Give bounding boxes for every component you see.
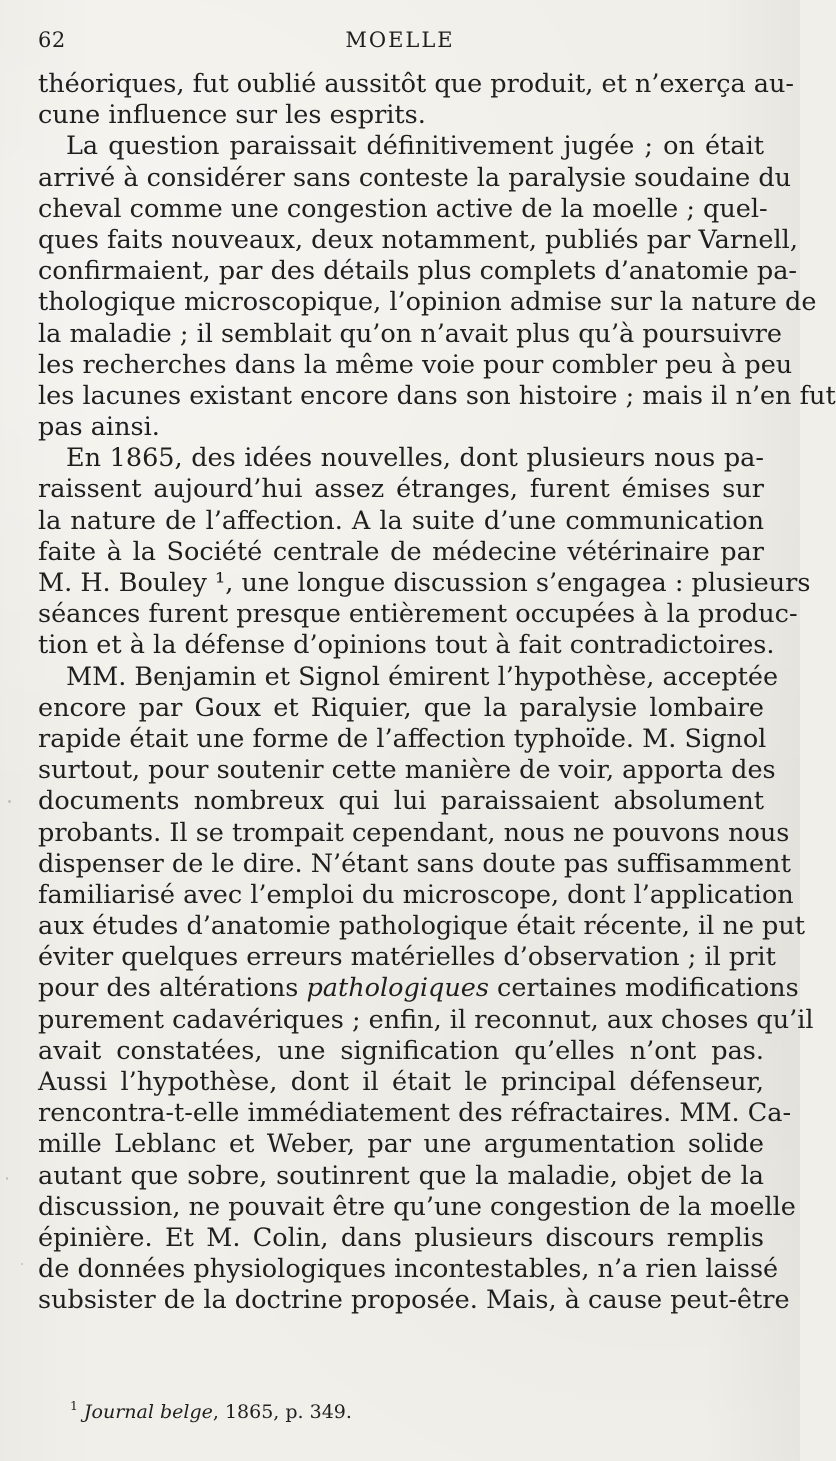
text-line: tion et à la défense d’opinions tout à fait contradictoires. bbox=[38, 630, 775, 661]
text-line: la maladie ; il semblait qu’on n’avait plus qu’à poursuivre bbox=[38, 318, 783, 349]
text-line: En 1865, des idées nouvelles, dont plusieurs nous pa- bbox=[66, 443, 764, 474]
text-line: M. H. Bouley ¹, une longue discussion s’engagea : plusieurs bbox=[38, 568, 811, 598]
text-line: thologique microscopique, l’opinion admise sur la nature de bbox=[38, 287, 817, 318]
text-line: pour des altérations pathologiques certaines modifications bbox=[38, 973, 799, 1004]
text-line: autant que sobre, soutinrent que la maladie, objet de la bbox=[38, 1160, 764, 1191]
text-line: éviter quelques erreurs matérielles d’observation ; il prit bbox=[38, 942, 776, 973]
text-line: faite à la Société centrale de médecine vétérinaire par bbox=[38, 536, 764, 567]
page-number: 62 bbox=[38, 28, 66, 52]
text-line: rapide était une forme de l’affection typhoïde. M. Signol bbox=[38, 723, 767, 754]
text-line: rencontra-t-elle immédiatement des réfractaires. MM. Ca- bbox=[38, 1098, 792, 1129]
text-line: de données physiologiques incontestables, n’a rien laissé bbox=[38, 1254, 779, 1285]
text-line: la nature de l’affection. A la suite d’une communication bbox=[38, 505, 764, 536]
text-line: pas ainsi. bbox=[38, 412, 160, 443]
text-line: les lacunes existant encore dans son histoire ; mais il n’en fut bbox=[38, 380, 836, 411]
paper-speck bbox=[8, 800, 11, 803]
text-line: séances furent presque entièrement occupées à la produc- bbox=[38, 599, 798, 630]
text-line: arrivé à considérer sans conteste la paralysie soudaine du bbox=[38, 162, 792, 193]
italic-word: pathologiques bbox=[306, 973, 489, 1004]
text-line: ques faits nouveaux, deux notamment, publiés par Varnell, bbox=[38, 224, 798, 255]
text-line: encore par Goux et Riquier, que la paralysie lombaire bbox=[38, 692, 764, 723]
text-line: probants. Il se trompait cependant, nous ne pouvons nous bbox=[38, 817, 790, 848]
text-line: La question paraissait définitivement jugée ; on était bbox=[66, 131, 764, 162]
paper-speck bbox=[21, 1263, 23, 1265]
text-line: MM. Benjamin et Signol émirent l’hypothèse, acceptée bbox=[66, 661, 779, 692]
body-text bbox=[38, 69, 836, 1317]
text-line: les recherches dans la même voie pour combler peu à peu bbox=[38, 349, 793, 380]
paper-speck bbox=[6, 1177, 8, 1180]
text-line: cune influence sur les esprits. bbox=[38, 100, 426, 131]
text-line: cheval comme une congestion active de la moelle ; quel- bbox=[38, 193, 768, 224]
text-line: raissent aujourd’hui assez étranges, furent émises sur bbox=[38, 474, 764, 505]
text-line: aux études d’anatomie pathologique était récente, il ne put bbox=[38, 911, 806, 942]
text-line: dispenser de le dire. N’étant sans doute pas suffisamment bbox=[38, 848, 791, 879]
text-line: théoriques, fut oublié aussitôt que produit, et n’exerça au- bbox=[38, 69, 795, 99]
text-line: subsister de la doctrine proposée. Mais, à cause peut-être bbox=[38, 1285, 790, 1316]
text-line: familiarisé avec l’emploi du microscope, dont l’application bbox=[38, 879, 794, 910]
text-line: épinière. Et M. Colin, dans plusieurs discours remplis bbox=[38, 1222, 764, 1253]
running-title: MOELLE bbox=[345, 28, 455, 52]
text-line: confirmaient, par des détails plus complets d’anatomie pa- bbox=[38, 256, 798, 287]
footnote bbox=[70, 1398, 352, 1423]
footnote-citation: , 1865, p. 349. bbox=[212, 1401, 352, 1423]
text-line: Aussi l’hypothèse, dont il était le principal défenseur, bbox=[38, 1067, 764, 1097]
footnote-marker: 1 bbox=[70, 1398, 78, 1413]
text-line: discussion, ne pouvait être qu’une congestion de la moelle bbox=[38, 1191, 796, 1222]
page-header bbox=[38, 28, 762, 56]
footnote-journal: Journal belge bbox=[83, 1401, 213, 1423]
text-line: mille Leblanc et Weber, par une argumentation solide bbox=[38, 1129, 764, 1160]
text-line: documents nombreux qui lui paraissaient absolument bbox=[38, 786, 764, 817]
text-line: purement cadavériques ; enfin, il reconnut, aux choses qu’il bbox=[38, 1004, 814, 1035]
text-line: avait constatées, une signification qu’elles n’ont pas. bbox=[38, 1035, 764, 1066]
text-line: surtout, pour soutenir cette manière de voir, apporta des bbox=[38, 755, 776, 786]
